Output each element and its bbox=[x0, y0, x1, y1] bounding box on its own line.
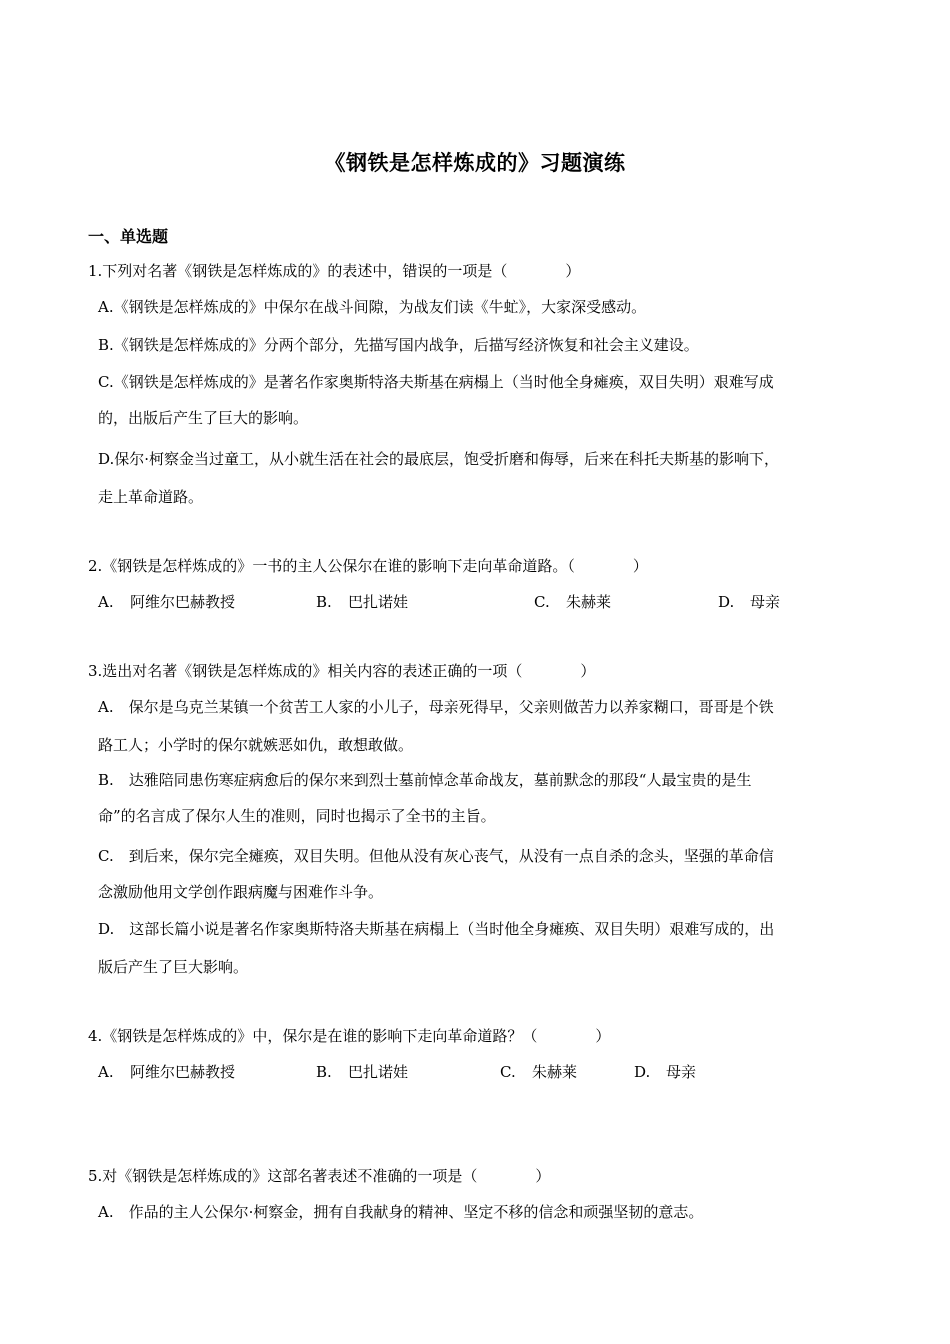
question-3-option-c: C. 到后来，保尔完全瘫痪，双目失明。但他从没有灰心丧气，从没有一点自杀的念头，坚强的革命信 bbox=[98, 847, 774, 865]
page-title: 《钢铁是怎样炼成的》习题演练 bbox=[324, 151, 626, 175]
question-4-option-c: C. 朱赫莱 bbox=[500, 1063, 578, 1081]
question-5-option-a: A. 作品的主人公保尔·柯察金，拥有自我献身的精神、坚定不移的信念和顽强坚韧的意志。 bbox=[98, 1203, 704, 1221]
question-1-stem: 1.下列对名著《钢铁是怎样炼成的》的表述中，错误的一项是（ ） bbox=[88, 262, 581, 280]
question-1-option-c-cont: 的，出版后产生了巨大的影响。 bbox=[98, 409, 309, 427]
question-4-option-d: D. 母亲 bbox=[634, 1063, 697, 1081]
question-4-stem: 4.《钢铁是怎样炼成的》中，保尔是在谁的影响下走向革命道路？（ ） bbox=[88, 1027, 611, 1045]
question-4-option-b: B. 巴扎诺娃 bbox=[316, 1063, 409, 1081]
question-2-option-d: D. 母亲 bbox=[718, 593, 781, 611]
question-3-option-b-cont: 命”的名言成了保尔人生的准则，同时也揭示了全书的主旨。 bbox=[98, 807, 496, 825]
question-5-stem: 5.对《钢铁是怎样炼成的》这部名著表述不准确的一项是（ ） bbox=[88, 1167, 551, 1185]
question-1-option-c: C.《钢铁是怎样炼成的》是著名作家奥斯特洛夫斯基在病榻上（当时他全身瘫痪，双目失明）艰难写成 bbox=[98, 373, 774, 391]
question-2-option-a: A. 阿维尔巴赫教授 bbox=[98, 593, 236, 611]
question-1-option-d-cont: 走上革命道路。 bbox=[98, 488, 204, 506]
question-2-stem: 2.《钢铁是怎样炼成的》一书的主人公保尔在谁的影响下走向革命道路。（ ） bbox=[88, 557, 648, 575]
question-4-option-a: A. 阿维尔巴赫教授 bbox=[98, 1063, 236, 1081]
section-heading: 一、单选题 bbox=[88, 227, 169, 246]
question-3-option-a: A. 保尔是乌克兰某镇一个贫苦工人家的小儿子，母亲死得早，父亲则做苦力以养家糊口，哥哥是个铁 bbox=[98, 698, 774, 716]
question-3-option-d: D. 这部长篇小说是著名作家奥斯特洛夫斯基在病榻上（当时他全身瘫痪、双目失明）艰难写成的，出 bbox=[98, 920, 775, 938]
question-1-option-a: A.《钢铁是怎样炼成的》中保尔在战斗间隙，为战友们读《牛虻》，大家深受感动。 bbox=[98, 298, 647, 316]
question-3-option-a-cont: 路工人；小学时的保尔就嫉恶如仇，敢想敢做。 bbox=[98, 736, 414, 754]
question-3-option-d-cont: 版后产生了巨大影响。 bbox=[98, 958, 249, 976]
question-3-option-b: B. 达雅陪同患伤寒症病愈后的保尔来到烈士墓前悼念革命战友，墓前默念的那段“人最宝贵的是生 bbox=[98, 771, 752, 789]
question-3-stem: 3.选出对名著《钢铁是怎样炼成的》相关内容的表述正确的一项（ ） bbox=[88, 662, 596, 680]
question-1-option-b: B.《钢铁是怎样炼成的》分两个部分，先描写国内战争，后描写经济恢复和社会主义建设。 bbox=[98, 336, 699, 354]
question-3-option-c-cont: 念激励他用文学创作跟病魔与困难作斗争。 bbox=[98, 883, 384, 901]
question-2-option-c: C. 朱赫莱 bbox=[534, 593, 612, 611]
question-1-option-d: D.保尔·柯察金当过童工，从小就生活在社会的最底层，饱受折磨和侮辱，后来在科托夫斯基的影响下， bbox=[98, 450, 780, 468]
question-2-option-b: B. 巴扎诺娃 bbox=[316, 593, 409, 611]
